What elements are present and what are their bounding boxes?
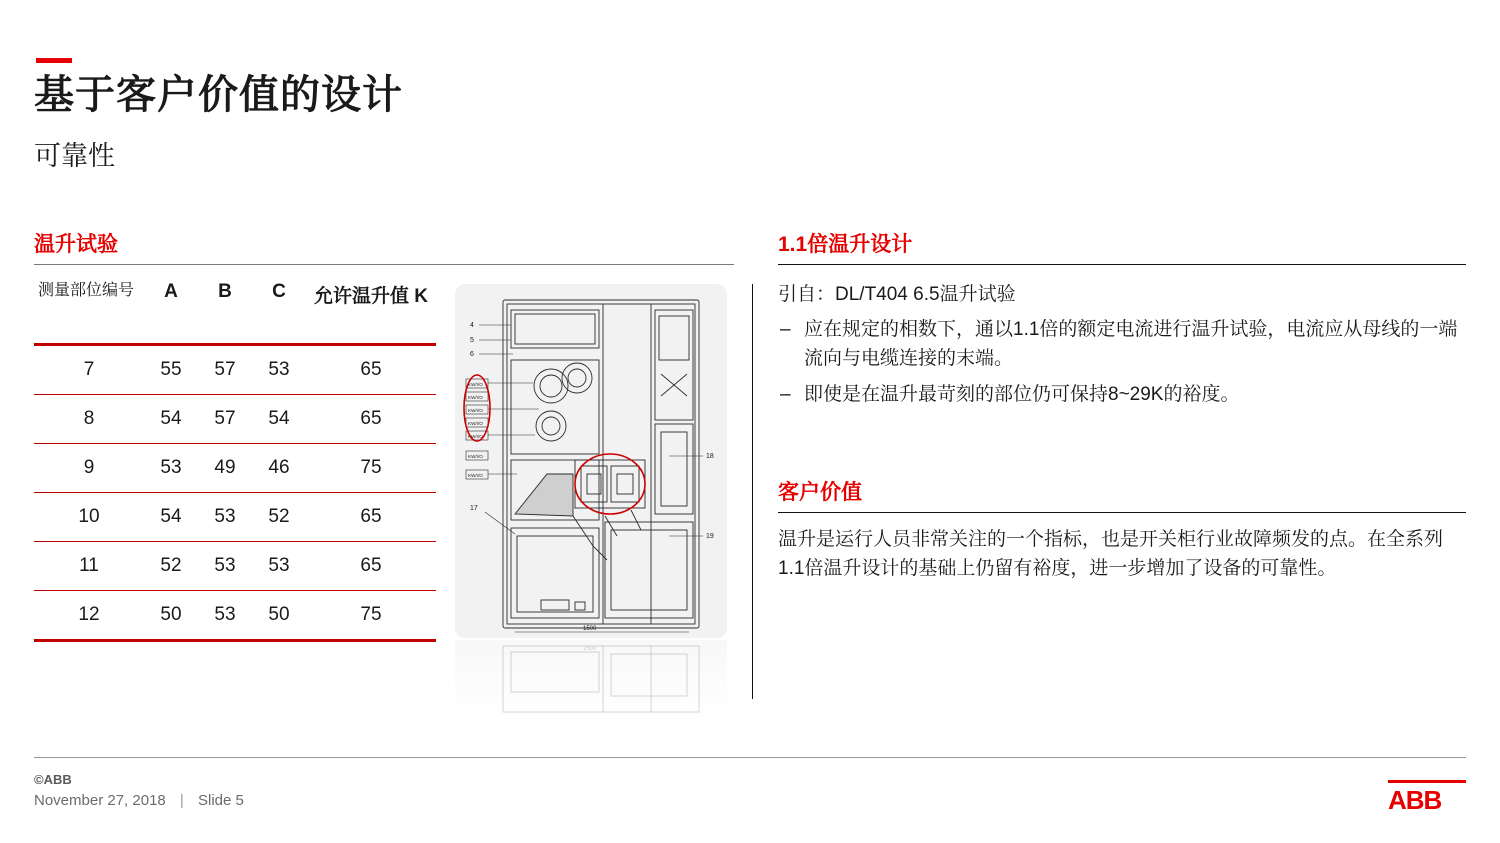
table-header-a: A [164, 281, 178, 302]
svg-text:6: 6 [470, 351, 474, 358]
cell-b: 53 [214, 506, 236, 527]
cell-point: 8 [83, 408, 95, 429]
cell-b: 57 [214, 408, 236, 429]
table-header-c: C [272, 281, 286, 302]
right-section1-title: 1.1倍温升设计 [778, 233, 913, 256]
right-section2-title: 客户价值 [778, 480, 862, 504]
page-subtitle: 可靠性 [34, 141, 115, 171]
footer-divider [34, 757, 1466, 758]
list-item [778, 316, 1466, 373]
table-row [34, 542, 436, 591]
cell-a: 54 [160, 408, 182, 429]
dash-bullet-icon: – [780, 319, 791, 340]
svg-text:KW/I/O: KW/I/O [468, 454, 483, 459]
cell-point: 12 [78, 604, 100, 625]
cell-point: 7 [83, 359, 95, 380]
abb-logo-text: ABB [1388, 785, 1442, 815]
cell-c: 53 [268, 359, 290, 380]
switchgear-diagram-figure [455, 284, 727, 638]
left-section-title: 温升试验 [34, 233, 118, 256]
bullet-text: 即使是在温升最苛刻的部位仍可保持8~29K的裕度。 [804, 384, 1240, 405]
temperature-rise-table [34, 277, 436, 642]
table-header-limit: 允许温升值 K [313, 286, 428, 307]
svg-text:KW/I/O: KW/I/O [468, 382, 483, 387]
svg-text:KW/I/O: KW/I/O [468, 434, 483, 439]
cell-a: 55 [160, 359, 182, 380]
cell-a: 50 [160, 604, 182, 625]
svg-text:5: 5 [470, 337, 474, 344]
table-row [34, 591, 436, 641]
footer-meta [34, 792, 244, 809]
abb-logo-bar [1388, 780, 1466, 783]
footer-slide-number: Slide 5 [198, 792, 244, 809]
cell-c: 53 [268, 555, 290, 576]
svg-text:4: 4 [470, 322, 474, 329]
customer-value-text: 温升是运行人员非常关注的一个指标，也是开关柜行业故障频发的点。在全系列1.1倍温升设计的基础上仍留有裕度，进一步增加了设备的可靠性。 [778, 528, 1444, 579]
cell-c: 50 [268, 604, 290, 625]
svg-text:KW/I/O: KW/I/O [468, 421, 483, 426]
table-header-row [34, 277, 436, 345]
table-row [34, 395, 436, 444]
figure-reflection [455, 640, 727, 720]
cell-c: 54 [268, 408, 290, 429]
reference-line: 引自：DL/T404 6.5温升试验 [778, 284, 1016, 305]
svg-text:KW/I/O: KW/I/O [468, 395, 483, 400]
footer-copyright: ©ABB [34, 772, 72, 787]
svg-text:19: 19 [706, 533, 714, 540]
title-accent-dash [36, 58, 72, 63]
cell-limit: 65 [360, 506, 382, 527]
page-title: 基于客户价值的设计 [34, 73, 403, 117]
cell-b: 53 [214, 555, 236, 576]
cell-point: 11 [79, 555, 99, 576]
abb-logo [1388, 780, 1466, 816]
cell-limit: 65 [360, 359, 382, 380]
cell-limit: 75 [360, 604, 382, 625]
table-header-b: B [218, 281, 232, 302]
cell-limit: 65 [360, 408, 382, 429]
cell-b: 49 [214, 457, 236, 478]
svg-text:17: 17 [470, 505, 478, 512]
table-row [34, 493, 436, 542]
cell-point: 10 [78, 506, 100, 527]
svg-text:1500: 1500 [583, 646, 597, 652]
footer-separator: | [179, 792, 184, 809]
cell-a: 53 [160, 457, 182, 478]
column-divider [752, 284, 753, 699]
left-section-rule [34, 264, 734, 265]
cell-b: 57 [214, 359, 236, 380]
dash-bullet-icon: – [780, 384, 791, 405]
cell-b: 53 [214, 604, 236, 625]
svg-text:KW/I/O: KW/I/O [468, 408, 483, 413]
cell-a: 52 [160, 555, 182, 576]
cell-limit: 75 [360, 457, 382, 478]
table-row [34, 444, 436, 493]
bullet-text: 应在规定的相数下，通以1.1倍的额定电流进行温升试验，电流应从母线的一端流向与电缆连接的末端。 [804, 319, 1458, 369]
svg-text:18: 18 [706, 453, 714, 460]
svg-text:KW/I/O: KW/I/O [468, 473, 483, 478]
footer-date: November 27, 2018 [34, 792, 166, 809]
cell-c: 52 [268, 506, 290, 527]
cell-c: 46 [268, 457, 290, 478]
cell-limit: 65 [360, 555, 382, 576]
bullet-list [778, 316, 1466, 410]
table-header-measure-point: 测量部位编号 [38, 282, 135, 299]
right-section2-rule [778, 512, 1466, 513]
svg-text:1500: 1500 [583, 626, 597, 632]
cell-a: 54 [160, 506, 182, 527]
cell-point: 9 [83, 457, 95, 478]
list-item [778, 381, 1466, 410]
right-section1-rule [778, 264, 1466, 265]
right-column [778, 228, 1466, 583]
table-row [34, 345, 436, 395]
